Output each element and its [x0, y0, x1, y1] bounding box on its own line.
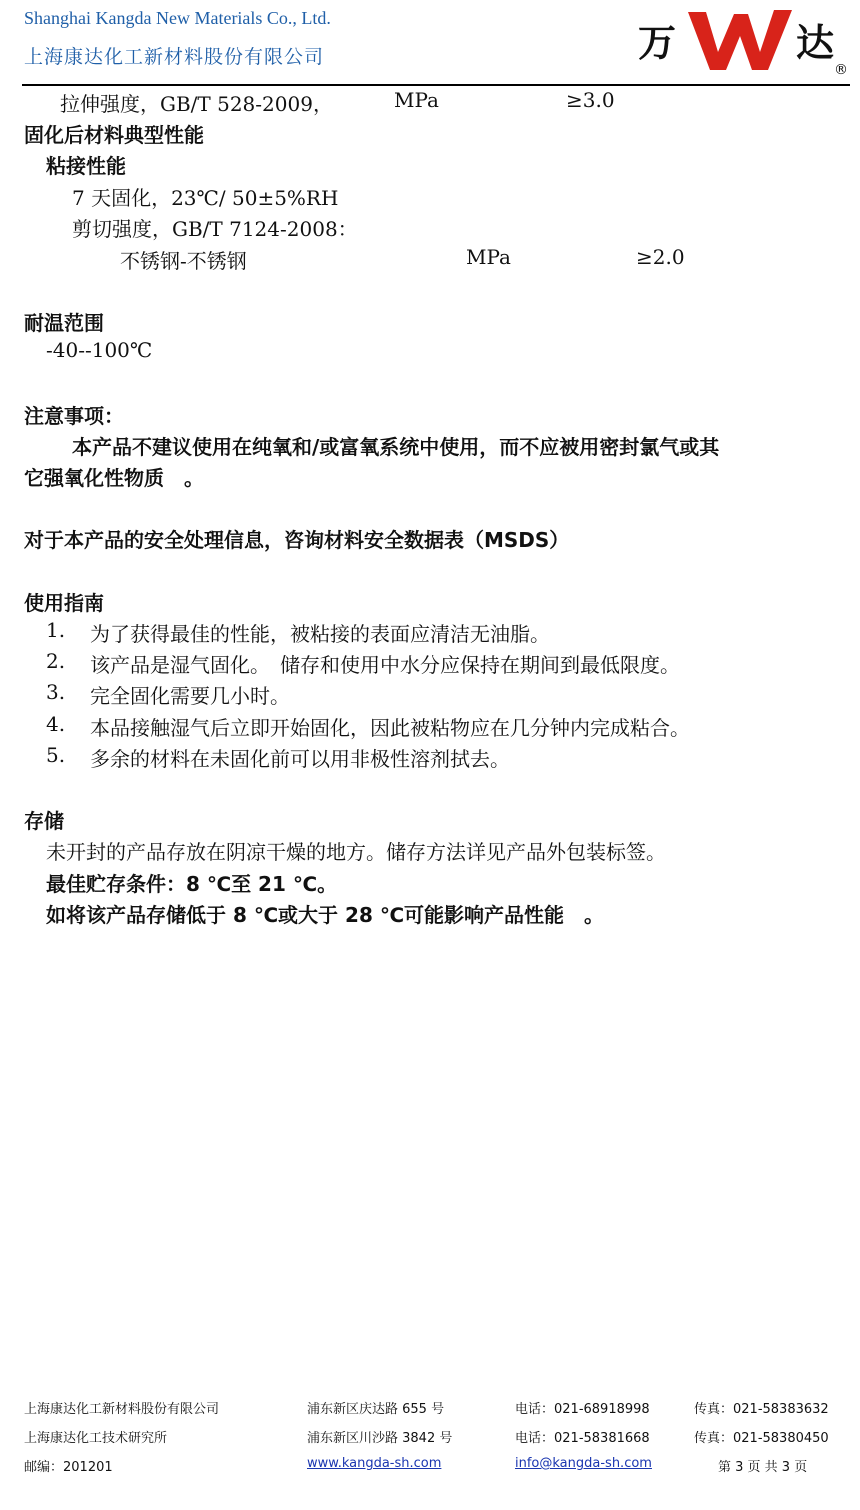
notes-title: 注意事项： — [24, 404, 124, 428]
notes-line-2: 它强氧化性物质 。 — [24, 466, 204, 490]
header-divider — [22, 84, 850, 86]
temp-range-value: -40--100℃ — [46, 338, 153, 362]
footer-page-number: 第 3 页 共 3 页 — [718, 1460, 808, 1475]
storage-line-3: 如将该产品存储低于 8 ℃或大于 28 ℃可能影响产品性能 。 — [46, 903, 605, 927]
guide-item-1-text: 为了获得最佳的性能，被粘接的表面应清洁无油脂。 — [90, 622, 550, 646]
svg-text:®: ® — [834, 62, 848, 78]
notes-line-1: 本产品不建议使用在纯氧和/或富氧系统中使用，而不应被用密封氯气或其 — [72, 435, 720, 459]
bonding-title: 粘接性能 — [46, 154, 126, 178]
tensile-value: ≥3.0 — [566, 88, 615, 112]
guide-item-5-num: 5. — [46, 743, 66, 767]
guide-item-1-num: 1. — [46, 618, 66, 642]
guide-item-4-text: 本品接触湿气后立即开始固化，因此被粘物应在几分钟内完成粘合。 — [90, 716, 690, 740]
cure-condition: 7 天固化，23℃/ 50±5%RH — [72, 186, 339, 210]
footer-fax-2: 传真：021-58380450 — [694, 1431, 829, 1446]
footer-postcode: 邮编：201201 — [24, 1460, 113, 1475]
guide-item-5-text: 多余的材料在未固化前可以用非极性溶剂拭去。 — [90, 747, 510, 771]
guide-item-3-text: 完全固化需要几小时。 — [90, 684, 290, 708]
msds-note: 对于本产品的安全处理信息，咨询材料安全数据表（MSDS） — [24, 528, 570, 552]
footer-fax-1: 传真：021-58383632 — [694, 1402, 829, 1417]
usage-guide-title: 使用指南 — [24, 591, 104, 615]
tensile-unit: MPa — [394, 88, 439, 112]
shear-value: ≥2.0 — [636, 245, 685, 269]
company-name-cn: 上海康达化工新材料股份有限公司 — [24, 46, 325, 68]
footer-institute: 上海康达化工技术研究所 — [24, 1431, 168, 1446]
tensile-label: 拉伸强度，GB/T 528-2009， — [60, 92, 333, 116]
footer-phone-2: 电话：021-58381668 — [515, 1431, 650, 1446]
guide-item-2-text: 该产品是湿气固化。 储存和使用中水分应保持在期间到最低限度。 — [90, 653, 680, 677]
svg-text:万: 万 — [638, 21, 677, 65]
company-name-en: Shanghai Kangda New Materials Co., Ltd. — [24, 8, 331, 28]
footer-company: 上海康达化工新材料股份有限公司 — [24, 1402, 220, 1417]
shear-unit: MPa — [466, 245, 511, 269]
storage-title: 存储 — [24, 809, 64, 833]
storage-line-2: 最佳贮存条件：8 ℃至 21 ℃。 — [46, 872, 338, 896]
footer-address-2: 浦东新区川沙路 3842 号 — [307, 1431, 453, 1446]
substrate-label: 不锈钢-不锈钢 — [120, 249, 247, 273]
guide-item-4-num: 4. — [46, 712, 66, 736]
svg-text:达: 达 — [796, 21, 835, 65]
footer-phone-1: 电话：021-68918998 — [515, 1402, 650, 1417]
storage-line-1: 未开封的产品存放在阴凉干燥的地方。储存方法详见产品外包装标签。 — [46, 840, 666, 864]
guide-item-3-num: 3. — [46, 680, 66, 704]
temp-range-title: 耐温范围 — [24, 311, 104, 335]
guide-item-2-num: 2. — [46, 649, 66, 673]
footer-address-1: 浦东新区庆达路 655 号 — [307, 1402, 445, 1417]
company-logo — [636, 4, 854, 78]
footer-website-link[interactable]: www.kangda-sh.com — [307, 1456, 442, 1471]
cured-properties-title: 固化后材料典型性能 — [24, 123, 204, 147]
shear-label: 剪切强度，GB/T 7124-2008： — [72, 217, 358, 241]
footer-email-link[interactable]: info@kangda-sh.com — [515, 1456, 652, 1471]
